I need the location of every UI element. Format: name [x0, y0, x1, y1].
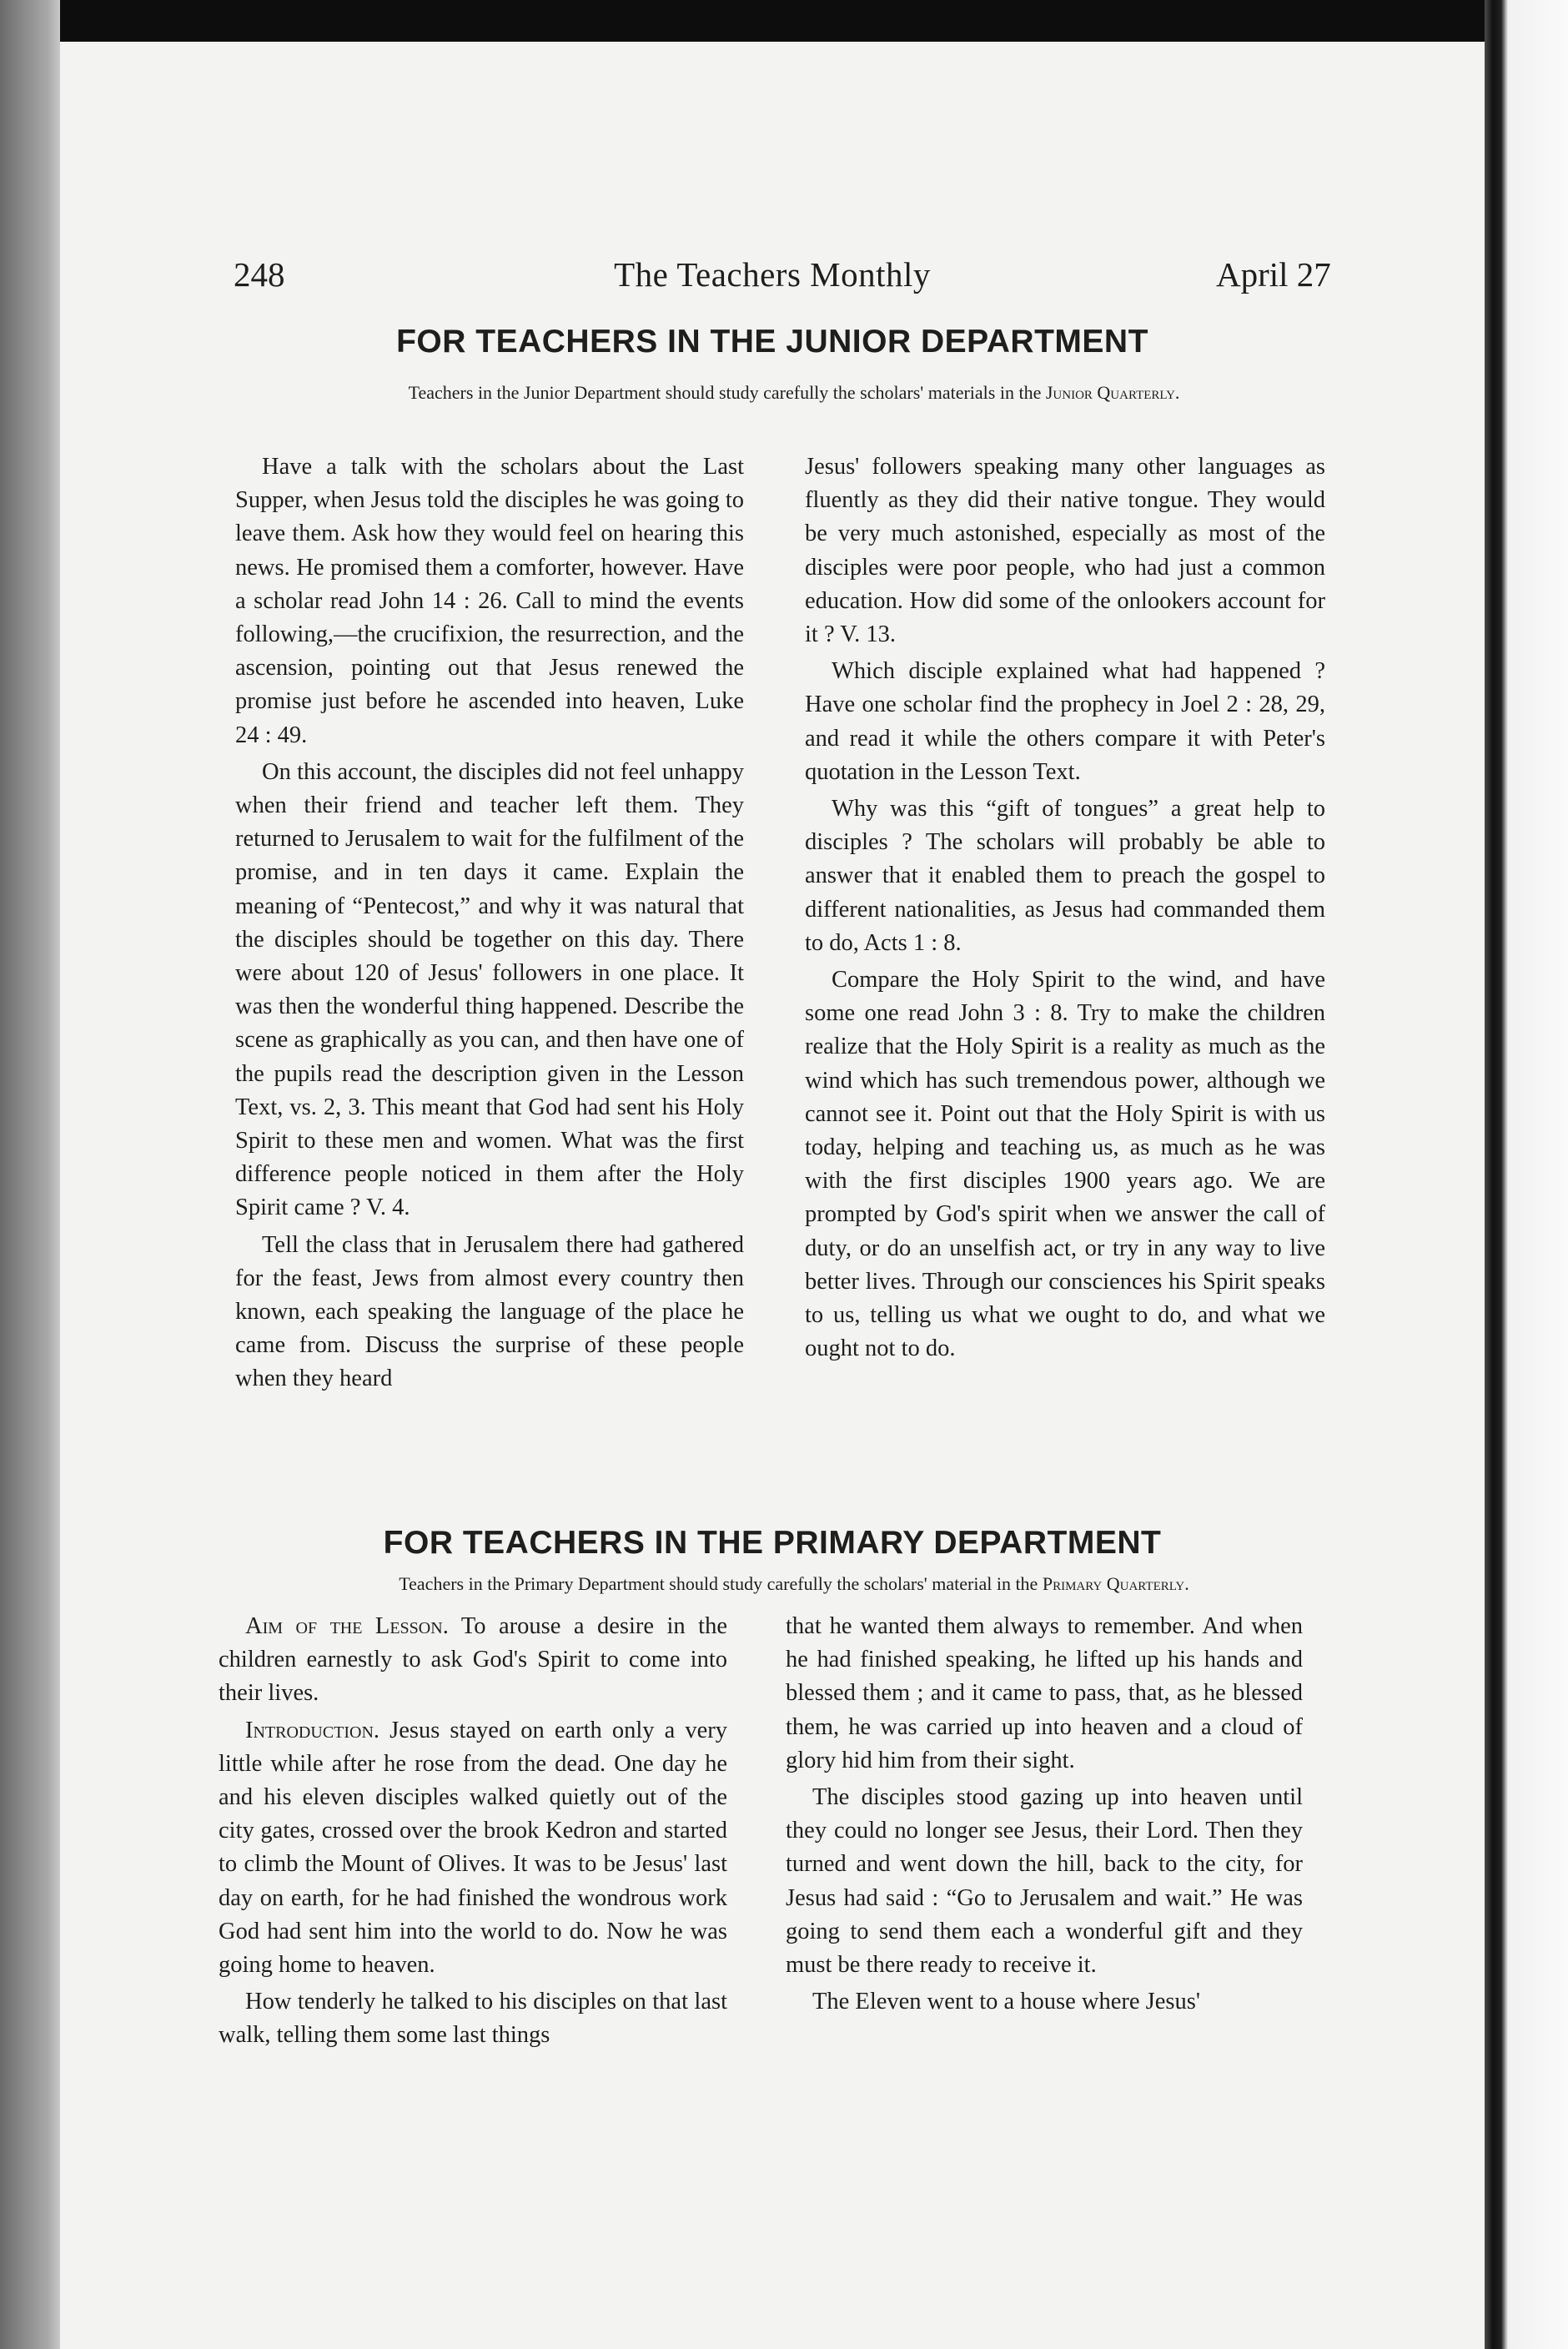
aim-text: To arouse a desire in the children earnestly to ask God's Spirit to come into their lives.: [219, 1613, 727, 1707]
junior-note-text: Teachers in the Junior Department should study carefully the scholars' materials in the: [408, 382, 1042, 403]
junior-paragraph: Why was this “gift of tongues” a great help to disciples ? The scholars will probably be able to answer that it enabled them to preach the gospel to different nationalities, as Jesus had commanded them to do, Acts 1 : 8.: [805, 796, 1325, 956]
primary-paragraph: The disciples stood gazing up into heaven until they could no longer see Jesus, their Lord. Then they turned and went down the hill, back to the city, for Jesus had said : “Go to Jerusalem and wait.” He was going to send them each a wonderful gift and they must be there ready to receive it.: [786, 1784, 1303, 1979]
primary-quarterly-name: Primary Quarterly: [1042, 1573, 1185, 1594]
junior-paragraph: Tell the class that in Jerusalem there had gathered for the feast, Jews from almost every country then known, each speaking the language of the place he came from. Discuss the surprise of these people when they heard: [235, 1231, 744, 1392]
junior-paragraph: Have a talk with the scholars about the Last Supper, when Jesus told the disciples he was going to leave them. Ask how they would feel on hearing this news. He promised them a comforter, however. Have a scholar read John 14 : 26. Call to mind the events following,—the crucifixion, the resurrection, and the ascension, pointing out that Jesus renewed the promise just before he ascended into heaven, Luke 24 : 49.: [235, 454, 744, 748]
primary-paragraph: The Eleven went to a house where Jesus': [812, 1989, 1200, 2015]
junior-paragraph: On this account, the disciples did not feel unhappy when their friend and teacher left them. They returned to Jerusalem to wait for the fulfilment of the promise, and in ten days it came. Explain the meaning of “Pentecost,” and why it was natural that the disciples should be together on this day. There were about 120 of Jesus' followers in one place. It was then the wonderful thing happened. Describe the scene as graphically as you can, and then have one of the pupils read the description given in the Lesson Text, vs. 2, 3. This meant that God had sent his Holy Spirit to these men and women. What was the first difference people noticed in them after the Holy Spirit came ? V. 4.: [235, 758, 744, 1221]
junior-left-column: [235, 450, 744, 1400]
scan-top-border: [0, 0, 1568, 42]
junior-paragraph: Which disciple explained what had happened ? Have one scholar find the prophecy in Joel 2 : 28, 29, and read it while the others compare it with Peter's quotation in the Lesson Text.: [805, 658, 1325, 785]
book-page: [60, 42, 1485, 2349]
junior-right-column: [805, 450, 1325, 1369]
introduction-label: Introduction.: [245, 1717, 380, 1743]
aim-label: Aim of the Lesson.: [245, 1613, 449, 1639]
introduction-paragraph: [219, 1714, 727, 1983]
aim-paragraph: [219, 1610, 727, 1711]
junior-paragraph: Compare the Holy Spirit to the wind, and have some one read John 3 : 8. Try to make the children realize that the Holy Spirit is a reality as much as the wind which has such tremendous power, although we cannot see it. Point out that the Holy Spirit is with us today, helping and teaching us, as much as he was with the first disciples 1900 years ago. We are prompted by God's spirit when we answer the call of duty, or do an unselfish act, or try in any way to live better lives. Through our consciences his Spirit speaks to us, telling us what we ought to do, and what we ought not to do.: [805, 967, 1325, 1362]
primary-section-title: FOR TEACHERS IN THE PRIMARY DEPARTMENT: [383, 1525, 1162, 1561]
scan-right-border: [1485, 0, 1568, 2349]
issue-date: April 27: [1216, 255, 1331, 294]
running-head: [60, 254, 1485, 313]
page-number: 248: [234, 255, 285, 294]
primary-paragraph: How tenderly he talked to his disciples on that last walk, telling them some last things: [219, 1989, 727, 2049]
junior-section-title: FOR TEACHERS IN THE JUNIOR DEPARTMENT: [396, 324, 1148, 360]
primary-note-suffix: .: [1184, 1573, 1189, 1594]
primary-paragraph-continued: that he wanted them always to remember. And when he had finished speaking, he lifted up his hands and blessed them ; and it came to pass, that, as he blessed them, he was carried up into heaven and a cloud of glory hid him from their sight.: [786, 1613, 1303, 1773]
primary-section-note: [185, 1573, 1403, 1595]
primary-left-column: [219, 1610, 727, 2056]
junior-paragraph-continued: Jesus' followers speaking many other languages as fluently as they did their native tongue. They would be very much astonished, especially as most of the disciples were poor people, who had just a common education. How did some of the onlookers account for it ? V. 13.: [805, 454, 1325, 648]
junior-note-suffix: .: [1174, 382, 1180, 403]
junior-quarterly-name: Junior Quarterly: [1045, 382, 1175, 403]
scan-binding-shadow: [0, 0, 60, 2349]
junior-section-note: [185, 382, 1403, 404]
primary-note-text: Teachers in the Primary Department should study carefully the scholars' material in the: [399, 1573, 1038, 1594]
introduction-text: Jesus stayed on earth only a very little while after he rose from the dead. One day he and his eleven disciples walked quietly out of the city gates, crossed over the brook Kedron and started to climb the Mount of Olives. It was to be Jesus' last day on earth, for he had finished the wondrous work God had sent him into the world to do. Now he was going home to heaven.: [219, 1717, 727, 1979]
journal-title: The Teachers Monthly: [614, 255, 931, 294]
primary-right-column: [786, 1610, 1303, 2022]
